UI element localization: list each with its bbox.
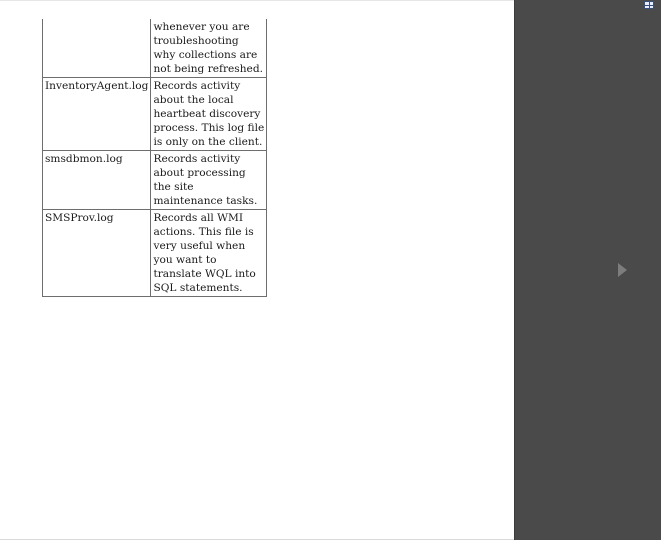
description-line: very useful when xyxy=(153,240,246,252)
description-line: about the local xyxy=(153,94,234,106)
description-line: Records activity xyxy=(153,80,241,92)
log-description-cell xyxy=(151,151,267,210)
description-line: SQL statements. xyxy=(153,282,243,294)
description-line: the site xyxy=(153,181,194,193)
log-description-cell xyxy=(151,19,267,78)
log-description-cell xyxy=(151,78,267,151)
reader-side-panel xyxy=(514,0,661,540)
table-row xyxy=(43,151,267,210)
log-name-cell: InventoryAgent.log xyxy=(43,78,151,151)
table-row xyxy=(43,78,267,151)
log-description-cell xyxy=(151,210,267,297)
description-line: whenever you are xyxy=(153,21,250,33)
log-name-cell: SMSProv.log xyxy=(43,210,151,297)
description-line: heartbeat discovery xyxy=(153,108,261,120)
description-line: is only on the client. xyxy=(153,136,263,148)
description-line: why collections are xyxy=(153,49,258,61)
description-line: about processing xyxy=(153,167,246,179)
description-line: you want to xyxy=(153,254,217,266)
log-files-table xyxy=(42,19,267,297)
description-line: process. This log file xyxy=(153,122,265,134)
description-line: troubleshooting xyxy=(153,35,239,47)
table-row xyxy=(43,19,267,78)
description-line: Records activity xyxy=(153,153,241,165)
description-line: maintenance tasks. xyxy=(153,195,258,207)
description-line: not being refreshed. xyxy=(153,63,263,75)
description-line: Records all WMI xyxy=(153,212,244,224)
table-row xyxy=(43,210,267,297)
description-line: actions. This file is xyxy=(153,226,254,238)
next-page-arrow-icon[interactable] xyxy=(618,263,627,277)
log-name-cell: smsdbmon.log xyxy=(43,151,151,210)
description-line: translate WQL into xyxy=(153,268,256,280)
grid-view-icon[interactable] xyxy=(644,1,654,9)
log-name-cell xyxy=(43,19,151,78)
